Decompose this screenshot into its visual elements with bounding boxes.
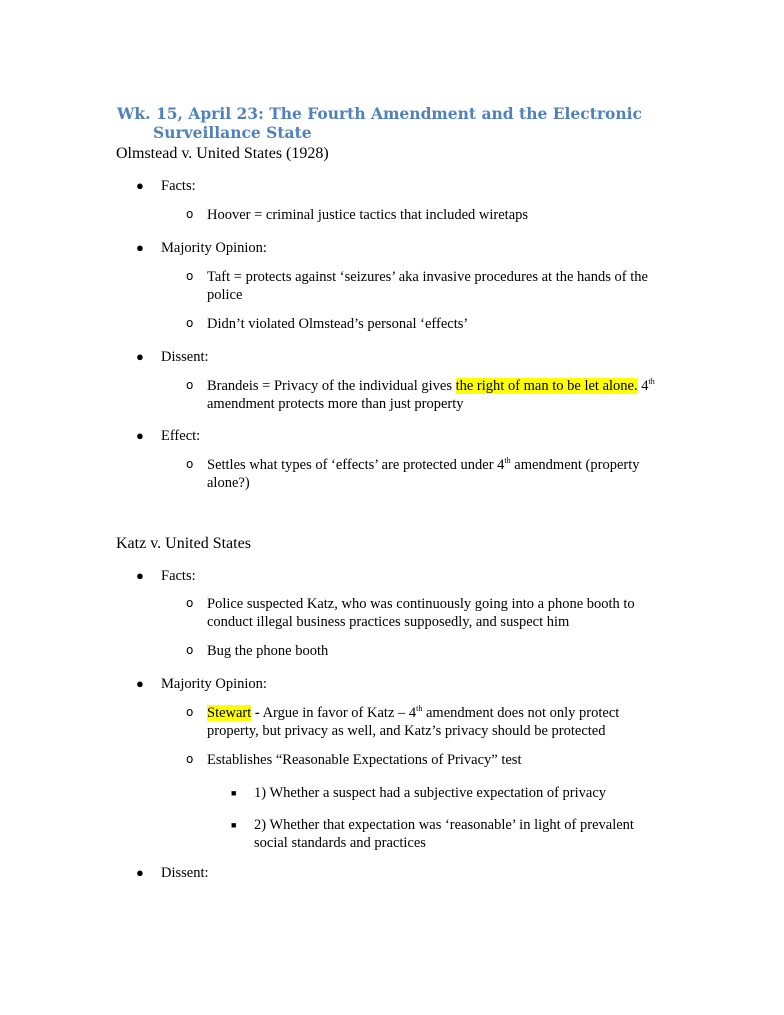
circle-bullet-icon: o [186, 316, 194, 330]
circle-bullet-icon: o [186, 378, 194, 392]
circle-bullet-icon: o [186, 752, 194, 766]
circle-bullet-icon: o [186, 596, 194, 610]
katz-majority-label: Majority Opinion: [161, 676, 267, 692]
olmstead-dissent-label: Dissent: [161, 349, 209, 365]
katz-test-item-2: ■ 2) Whether that expectation was ‘reasonable’ in light of prevalent social standards and practices [231, 817, 634, 851]
olmstead-dissent-point: o Brandeis = Privacy of the individual gives the right of man to be let alone. 4th amendment protects more than just property [186, 377, 655, 412]
circle-bullet-icon: o [186, 207, 194, 221]
highlighted-quote: the right of man to be let alone. [455, 378, 638, 394]
katz-facts-label: Facts: [161, 568, 196, 584]
olmstead-effect-point: o Settles what types of ‘effects’ are protected under 4th amendment (property alone?) [186, 456, 640, 491]
bullet-icon: ● [136, 676, 144, 691]
case-title-olmstead: Olmstead v. United States (1928) [116, 145, 329, 162]
olmstead-majority-point-2: o Didn’t violated Olmstead’s personal ‘effects’ [186, 316, 469, 332]
square-bullet-icon: ■ [231, 788, 237, 798]
katz-majority-point-1: o Stewart - Argue in favor of Katz – 4th amendment does not only protect property, but privacy as well, and Katz’s privacy should be protected [186, 704, 620, 739]
circle-bullet-icon: o [186, 705, 194, 719]
bullet-icon: ● [136, 240, 144, 255]
olmstead-majority-point-1: o Taft = protects against ‘seizures’ aka invasive procedures at the hands of the police [186, 269, 648, 303]
square-bullet-icon: ■ [231, 820, 237, 830]
section-heading: Wk. 15, April 23: The Fourth Amendment and the Electronic Surveillance State [117, 104, 642, 142]
olmstead-effect-label: Effect: [161, 428, 201, 444]
olmstead-facts-label: Facts: [161, 178, 196, 194]
highlighted-justice: Stewart [207, 705, 252, 721]
bullet-icon: ● [136, 178, 144, 193]
olmstead-majority-label: Majority Opinion: [161, 240, 267, 256]
case-title-katz: Katz v. United States [116, 535, 251, 552]
katz-dissent-label: Dissent: [161, 865, 209, 881]
katz-test-item-1: ■ 1) Whether a suspect had a subjective expectation of privacy [231, 785, 607, 801]
katz-facts-point-2: o Bug the phone booth [186, 643, 329, 659]
katz-facts-point-1: o Police suspected Katz, who was continuously going into a phone booth to conduct illegal business practices supposedly, and suspect him [186, 596, 635, 630]
circle-bullet-icon: o [186, 643, 194, 657]
circle-bullet-icon: o [186, 457, 194, 471]
bullet-icon: ● [136, 428, 144, 443]
olmstead-facts-point: o Hoover = criminal justice tactics that included wiretaps [186, 207, 529, 223]
katz-majority-point-2: o Establishes “Reasonable Expectations of Privacy” test [186, 752, 522, 768]
bullet-icon: ● [136, 568, 144, 583]
bullet-icon: ● [136, 349, 144, 364]
circle-bullet-icon: o [186, 269, 194, 283]
bullet-icon: ● [136, 865, 144, 880]
